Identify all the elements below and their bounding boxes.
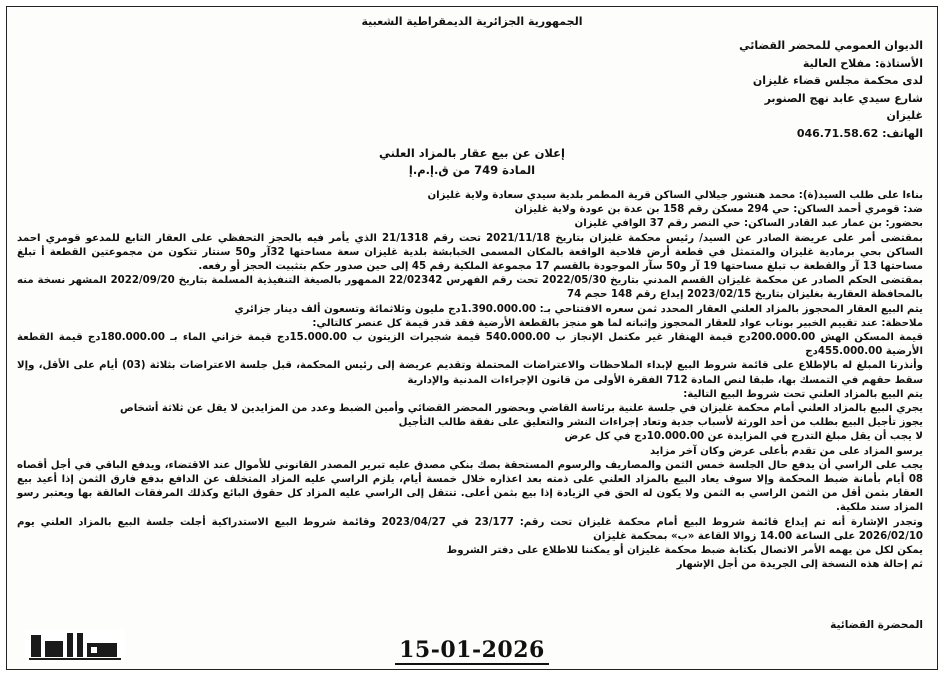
- body-paragraph: يجري البيع بالمزاد العلني أمام محكمة غليزان في جلسة علنية برئاسة القاضي وبحضور المحضر القضائي وأمين الضبط وعدد من المزايدين لا يقل عن ثلاثة أشخاص: [119, 403, 923, 415]
- body-paragraph: بمقتضى الحكم الصادر عن محكمة غليزان القسم المدني بتاريخ 2022/05/30 تحت رقم الفهرس 22/02342 الممهور بالصيغة التنفيذية المسلمة بتاريخ 2022/09/20 المشهر نسخة منه بالمحافظة العقارية بغليزان بتاريخ 2023/02/15 إيداع رقم 148 حجم 74: [17, 275, 924, 301]
- notice-article: المادة 749 من ق.إ.م.إ: [408, 163, 536, 177]
- newspaper-logo-icon: [25, 629, 125, 663]
- body-paragraph: ضد: قومري أحمد الساكن: حي 294 مسكن رقم 158 بن عدة بن عودة ولاية غليزان: [514, 204, 923, 216]
- office-line: الأستاذة: مفلاح العالية: [802, 56, 923, 70]
- notice-body: [17, 189, 923, 572]
- republic-header: الجمهورية الجزائرية الديمقراطية الشعبية: [361, 15, 583, 28]
- newspaper-logo: [25, 629, 125, 663]
- body-paragraph: وأنذرنا المبلغ له بالإطلاع على قائمة شروط البيع لإبداء الملاحظات والاعتراضات المحتملة وتقديم عريضة إلى رئيس المحكمة، قبل جلسة الاعتراضات بثلاثة (03) أيام على الأقل، وإلا سقط حقهم في التمسك بها، طبقا لنص المادة 712 الفقرة الأولى من قانون الإجراءات المدنية والإدارية: [17, 360, 924, 386]
- body-paragraph: قيمة المسكن الهش 200.000.00دج قيمة الهنقار غير مكتمل الإنجاز ب 540.000.00 قيمة شجيرات الزيتون ب 15.000.00دج قيمة خزاني الماء بـ 180.000.00دج قيمة القطعة الأرضية 455.000.00دج: [17, 332, 923, 358]
- bailiff-office-block: [403, 37, 923, 142]
- body-paragraph: ملاحظة: عند تقييم الخبير بوناب عواد للعقار المحجوز وإثباته لما هو منجز بالقطعة الأرضية فقد قدر قيمة كل عنصر كالتالي:: [312, 317, 923, 329]
- body-paragraph: وتجدر الإشارة أنه تم إيداع قائمة شروط البيع أمام محكمة غليزان تحت رقم: 23/177 في 2023/04/27 وقائمة شروط البيع الاستدراكية أجلت جلسة البيع بالمزاد العلني يوم 2026/02/10 على الساعة 14.00 زوالا القاعة «ب» بمحكمة غليزان: [17, 516, 923, 542]
- body-paragraph: ثم إحالة هذه النسخة إلى الجريدة من أجل الإشهار: [676, 559, 923, 571]
- body-paragraph: بمقتضى أمر على عريضة الصادر عن السيد/ رئيس محكمة غليزان بتاريخ 2021/11/18 تحت رقم 21/1318 الذي يأمر فيه بالحجز التحفظي على العقار التابع للمدعو قومري احمد الساكن بحي برمادية غليزان والمتمثل في قطعة أرض فلاحية الواقعة بالمكان المسمى الخبابشة بلدية غليزان سعة مساحتها 32آر و50 سنتار تتكون من مجموعتين القطعة أ تبلغ مساحتها 13 آر والقطعة ب تبلغ مساحتها 19 آر و50 سآر الموجودة بالقسم 17 مجموعة الملكية رقم 45 إلى حين صدور حكم بتثبيت الحجز أو رفعه.: [17, 232, 924, 273]
- body-paragraph: لا يجب أن يقل مبلغ التدرج في المزايدة عن 10.000.00دج في كل عرض: [564, 431, 923, 443]
- body-paragraph: يجب على الراسي أن يدفع حال الجلسة خمس الثمن والمصاريف والرسوم المستحقة بصك بنكي مصدق عليه تبرير المصدر القانوني للأموال عند الاقتضاء، ويدفع الباقي في أجل أقصاه 08 أيام بأمانة ضبط المحكمة وإلا سوف يعاد البيع بالمزاد العلني على ذمته بعد اعذاره خلال خمسة أيام، يلزم الراسي عليه المزاد المتخلف عن الدافع بدفع فارق الثمن إذا أعيد بيع العقار بثمن أقل من الثمن الراسي به الثمن ولا يكون له الحق في الزيادة إذا بيع بثمن أعلى. تنتقل إلى الراسي عليه المزاد كل حقوق البائع وكذلك المرفقات العالقة بها ويعتبر رسو المزاد سند ملكية.: [17, 459, 923, 514]
- body-paragraph: يرسو المزاد على من تقدم بأعلى عرض وكان آخر مزايد: [650, 445, 923, 457]
- notice-title: إعلان عن بيع عقار بالمزاد العلني: [379, 146, 565, 160]
- publication-date-text: 15-01-2026: [395, 637, 549, 665]
- body-paragraph: يتم البيع العقار المحجوز بالمزاد العلني العقار المحدد ثمن سعره الافتتاحي بـ: 1.390.000.00دج مليون وثلاثمائة وتسعون ألف دينار جزائري: [234, 303, 923, 315]
- office-line: لدى محكمة مجلس قضاء غليزان: [752, 74, 923, 87]
- body-paragraph: يمكن لكل من يهمه الأمر الاتصال بكتابة ضبط محكمة غليزان أو يمكننا للاطلاع على دفتر الشروط: [446, 545, 923, 557]
- office-phone: الهاتف: 046.71.58.62: [796, 126, 923, 140]
- office-line: الديوان العمومي للمحضر القضائي: [739, 39, 923, 52]
- body-paragraph: بحضور: بن عمار عبد القادر الساكن: حي النصر رقم 37 الوافي غليزان: [574, 218, 923, 230]
- bailiff-signature: المحضرة القضائية: [830, 619, 923, 631]
- notice-heading: [7, 145, 937, 179]
- publication-date: [7, 637, 937, 665]
- body-paragraph: يجوز تأجيل البيع بطلب من أحد الورثة لأسباب جدية وتعاد إجراءات النشر والتعليق على نفقة طالب التأجيل: [398, 417, 923, 429]
- office-line: شارع سيدي عابد نهج الصنوبر: [764, 91, 923, 105]
- office-line: غليزان: [886, 109, 923, 122]
- body-paragraph: بناءا على طلب السيد(ة): محمد هنشور جيلالي الساكن قرية المطمر بلدية سيدي سعادة ولاية غليزان: [427, 190, 923, 201]
- legal-notice-page: [6, 6, 938, 670]
- body-paragraph: يتم البيع بالمزاد العلني تحت شروط البيع التالية:: [683, 388, 923, 400]
